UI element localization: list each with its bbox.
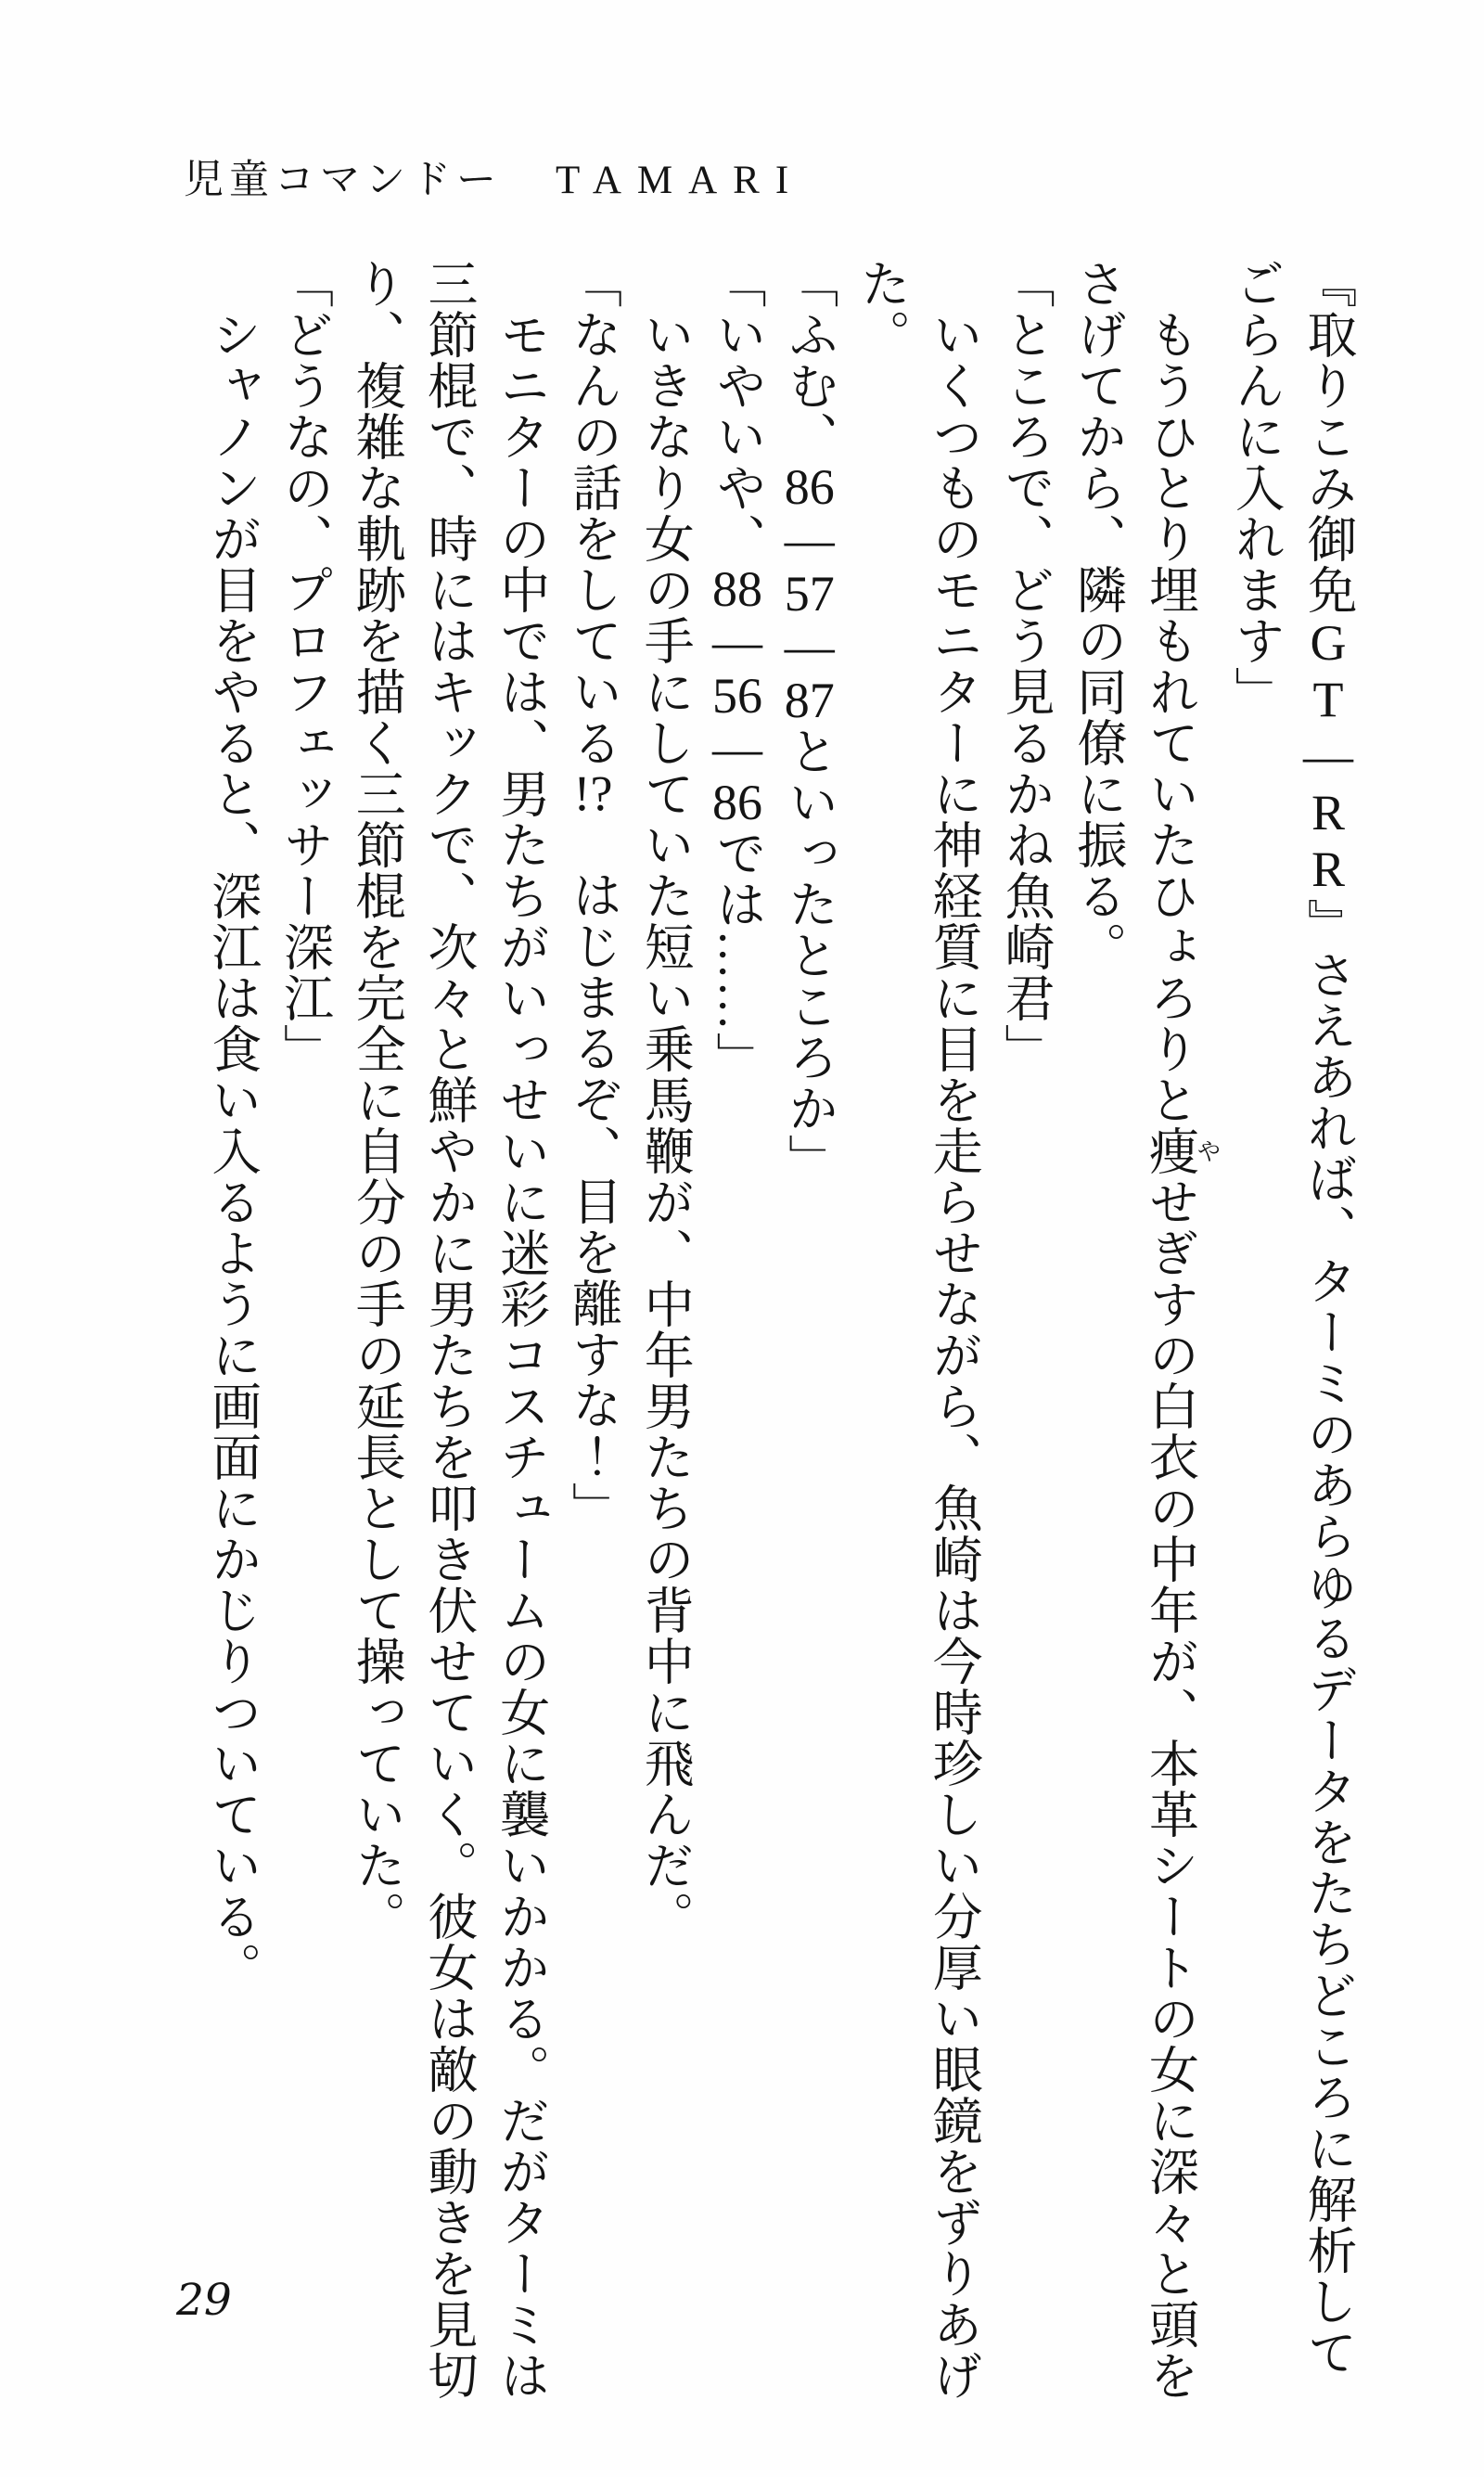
vertical-text-block <box>196 258 1363 2419</box>
tate-chu-yoko-group: 57 <box>784 569 835 619</box>
paragraph: 「ところで、どう見るかね魚崎君」 <box>998 258 1054 1074</box>
upright-latin: — <box>781 619 838 675</box>
running-header <box>184 148 804 205</box>
paragraph: モニターの中では、男たちがいっせいに迷彩コスチュームの女に襲いかかる。だがターミは三節棍で、時にはキックで、次々と鮮やかに男たちを叩き伏せていく。彼女は敵の動きを見切り、複雑な軌跡を描く三節棍を完全に自分の手の延長として操っていた。 <box>349 258 549 2401</box>
tate-chu-yoko-group: 88 <box>712 564 762 614</box>
upright-latin: — <box>710 614 765 671</box>
paragraph: 「なんの話をしている!? はじまるぞ、目を離すな！」 <box>565 258 621 1533</box>
upright-latin: — <box>781 512 838 569</box>
ruby-annotation: 痩や <box>1142 1125 1221 1176</box>
paragraph: もうひとり埋もれていたひょろりと痩やせぎすの白衣の中年が、本革シートの女に深々と頭をさげてから、隣の同僚に振る。 <box>1069 258 1221 2401</box>
page-number: 29 <box>176 2275 232 2326</box>
upright-latin: — <box>710 721 765 777</box>
paragraph: いきなり女の手にしていた短い乗馬鞭が、中年男たちの背中に飛んだ。 <box>637 309 694 1942</box>
book-title-romaji: TAMARI <box>556 159 805 202</box>
tate-chu-yoko-group: 86 <box>784 462 835 512</box>
paragraph: いくつものモニターに神経質に目を走らせながら、魚崎は今時珍しい分厚い眼鏡をずりあげた。 <box>853 258 982 2401</box>
tate-chu-yoko-group: !? <box>573 768 613 818</box>
paragraph: 『取りこみ御免GT—RR』さえあれば、ターミのあらゆるデータをたちどころに解析してごらんに入れます」 <box>1228 258 1356 2378</box>
paragraph: 「ふむ、86—57—87といったところか」 <box>781 258 838 1185</box>
tate-chu-yoko-group: 86 <box>712 777 762 828</box>
paragraph: シャノンが目をやると、深江は食い入るように画面にかじりついている。 <box>204 309 261 1993</box>
upright-latin: GT—RR <box>1300 615 1356 898</box>
paragraph: 「いやいや、88—56—86では……」 <box>710 258 765 1083</box>
paragraph: 「どうなの、プロフェッサー深江」 <box>276 258 333 1074</box>
tate-chu-yoko-group: 87 <box>784 675 835 725</box>
tate-chu-yoko-group: 56 <box>712 671 762 721</box>
series-title: 児童コマンドー <box>184 159 502 202</box>
